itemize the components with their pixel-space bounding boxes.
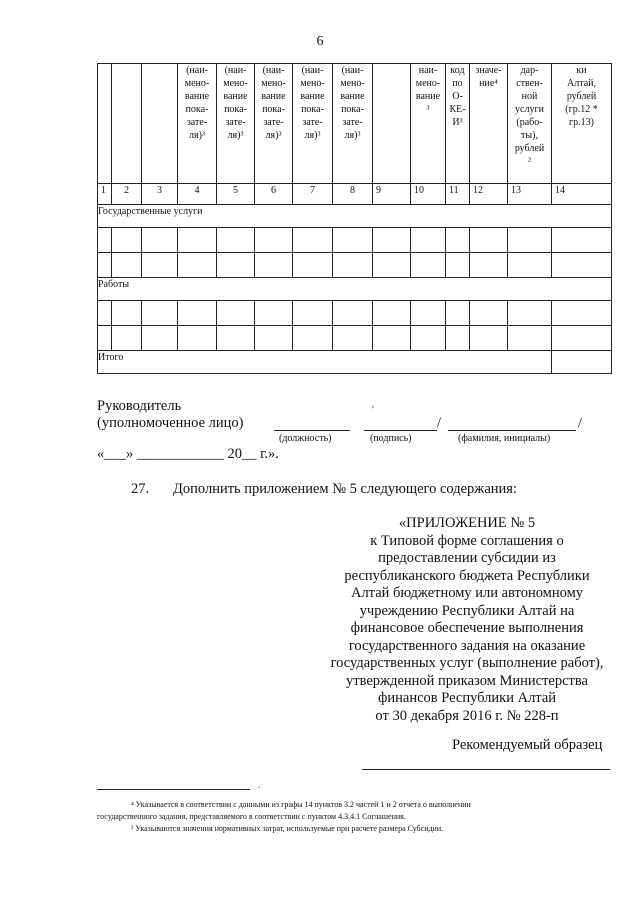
signature-line	[364, 430, 437, 431]
appendix-heading	[318, 515, 616, 725]
table-cell	[552, 253, 612, 278]
appendix-line: к Типовой форме соглашения о	[370, 532, 564, 549]
table-cell	[470, 253, 508, 278]
column-header-12: значе- ние⁴	[470, 64, 508, 184]
column-number: 9	[373, 184, 411, 205]
column-header-2	[112, 64, 142, 184]
column-number: 5	[217, 184, 255, 205]
column-header-8: (наи- мено- вание пока- зате- ля)³	[333, 64, 373, 184]
table-cell	[293, 253, 333, 278]
section-label-works: Работы	[98, 278, 612, 301]
date-line: «___» ____________ 20__ г.».	[97, 446, 279, 462]
section-row-works	[98, 278, 612, 301]
appendix-line: от 30 декабря 2016 г. № 228-п	[375, 707, 559, 724]
position-caption: (должность)	[279, 433, 332, 444]
table-cell	[552, 301, 612, 326]
recommended-underline	[362, 769, 610, 770]
appendix-line: учреждению Республики Алтай на	[359, 602, 575, 619]
column-number: 13	[508, 184, 552, 205]
table-cell	[552, 326, 612, 351]
item-number: 27.	[131, 481, 150, 497]
table-cell	[333, 326, 373, 351]
table-cell	[446, 253, 470, 278]
table-cell	[446, 228, 470, 253]
stray-mark: '	[372, 405, 374, 416]
authorized-person-label: (уполномоченное лицо)	[97, 415, 244, 431]
table-cell	[142, 301, 178, 326]
recommended-sample-label: Рекомендуемый образец	[452, 737, 603, 753]
table-cell	[373, 253, 411, 278]
column-number: 2	[112, 184, 142, 205]
position-line	[274, 430, 350, 431]
table-cell	[293, 326, 333, 351]
table-cell	[217, 301, 255, 326]
column-header-3	[142, 64, 178, 184]
slash-1: /	[437, 415, 442, 431]
name-line	[448, 430, 576, 431]
footnote-4-text: Указывается в соответствии с данными из графы 14 пунктов 3.2 частей 1 и 2 отчета о выполнении	[135, 800, 471, 809]
table-cell	[217, 228, 255, 253]
signature-caption: (подпись)	[370, 433, 412, 444]
appendix-line: утвержденной приказом Министерства	[346, 672, 588, 689]
table-cell	[142, 326, 178, 351]
footnote-2-mark: ²	[131, 824, 134, 833]
appendix-line: финансовое обеспечение выполнения	[350, 620, 584, 636]
table-row	[98, 228, 612, 253]
column-number: 7	[293, 184, 333, 205]
table-cell	[293, 228, 333, 253]
table-cell	[178, 253, 217, 278]
table-row	[98, 326, 612, 351]
table-header-row	[98, 64, 612, 184]
table-cell	[373, 326, 411, 351]
table-cell	[178, 301, 217, 326]
footnote-separator	[97, 789, 250, 790]
column-header-4: (наи- мено- вание пока- зате- ля)³	[178, 64, 217, 184]
table-cell	[446, 326, 470, 351]
table-cell	[255, 228, 293, 253]
table-cell	[411, 301, 446, 326]
appendix-line: предоставлении субсидии из	[378, 550, 556, 566]
column-number: 11	[446, 184, 470, 205]
table-cell	[470, 228, 508, 253]
column-header-5: (наи- мено- вание пока- зате- ля)³	[217, 64, 255, 184]
appendix-line: Алтай бюджетному или автономному	[350, 585, 584, 601]
table-cell	[178, 228, 217, 253]
table-cell	[508, 301, 552, 326]
table-cell	[112, 326, 142, 351]
table-cell	[373, 301, 411, 326]
column-number: 3	[142, 184, 178, 205]
table-cell	[411, 228, 446, 253]
section-row-total	[98, 351, 612, 374]
appendix-line: «ПРИЛОЖЕНИЕ № 5	[398, 515, 536, 531]
column-header-9	[373, 64, 411, 184]
table-cell	[508, 326, 552, 351]
table-cell	[373, 228, 411, 253]
table-cell	[333, 228, 373, 253]
column-number: 6	[255, 184, 293, 205]
table-cell	[411, 326, 446, 351]
column-number: 14	[552, 184, 612, 205]
table-cell	[333, 301, 373, 326]
table-cell	[552, 228, 612, 253]
table-cell	[470, 326, 508, 351]
table-cell	[508, 228, 552, 253]
head-label: Руководитель	[97, 398, 182, 414]
column-header-7: (наи- мено- вание пока- зате- ля)³	[293, 64, 333, 184]
appendix-line: государственного задания на оказание	[348, 637, 586, 654]
slash-2: /	[578, 415, 583, 431]
column-number-row	[98, 184, 612, 205]
item-text: Дополнить приложением № 5 следующего содержания:	[173, 481, 517, 497]
footnote-4-line1	[131, 799, 471, 810]
column-header-14: ки Алтай, рублей (гр.12 * гр.13)	[552, 64, 612, 184]
column-number: 1	[98, 184, 112, 205]
appendix-line: республиканского бюджета Республики	[344, 567, 590, 584]
table-cell	[255, 326, 293, 351]
column-header-1	[98, 64, 112, 184]
table-cell	[446, 301, 470, 326]
table-cell	[470, 301, 508, 326]
table-cell	[293, 301, 333, 326]
table-row	[98, 253, 612, 278]
section-label-total: Итого	[98, 351, 552, 374]
report-table	[97, 63, 612, 374]
column-header-10: наи- мено- вание ³	[411, 64, 446, 184]
column-header-13: дар- ствен- ной услуги (рабо- ты), рублей ²	[508, 64, 552, 184]
footnote-2-text: Указываются значения нормативных затрат, используемые при расчете размера Субсидии.	[135, 824, 444, 833]
page-number: 6	[316, 34, 324, 49]
column-header-11: код по О- КЕ- И³	[446, 64, 470, 184]
column-number: 12	[470, 184, 508, 205]
table-cell	[508, 253, 552, 278]
section-label-services: Государственные услуги	[98, 205, 612, 228]
table-cell	[98, 301, 112, 326]
footnote-dot: .	[258, 780, 261, 790]
table-cell	[411, 253, 446, 278]
table-cell	[178, 326, 217, 351]
appendix-line: финансов Республики Алтай	[377, 690, 557, 706]
section-row-services	[98, 205, 612, 228]
table-cell	[142, 228, 178, 253]
total-value-cell	[552, 351, 612, 374]
appendix-line: государственных услуг (выполнение работ),	[330, 655, 604, 671]
table-row	[98, 301, 612, 326]
table-cell	[217, 253, 255, 278]
column-header-6: (наи- мено- вание пока- зате- ля)³	[255, 64, 293, 184]
table-cell	[255, 301, 293, 326]
column-number: 4	[178, 184, 217, 205]
table-cell	[112, 301, 142, 326]
table-cell	[98, 326, 112, 351]
footnote-4-line2: государственного задания, представляемого в соответствии с пунктом 4.3.4.1 Соглашения.	[97, 812, 406, 821]
column-number: 10	[411, 184, 446, 205]
name-caption: (фамилия, инициалы)	[458, 433, 551, 444]
column-number: 8	[333, 184, 373, 205]
table-cell	[255, 253, 293, 278]
table-cell	[142, 253, 178, 278]
table-cell	[98, 253, 112, 278]
footnote-4-mark: ⁴	[131, 800, 134, 809]
table-cell	[98, 228, 112, 253]
table-cell	[112, 228, 142, 253]
table-cell	[333, 253, 373, 278]
table-cell	[217, 326, 255, 351]
footnote-2	[131, 823, 443, 834]
table-cell	[112, 253, 142, 278]
